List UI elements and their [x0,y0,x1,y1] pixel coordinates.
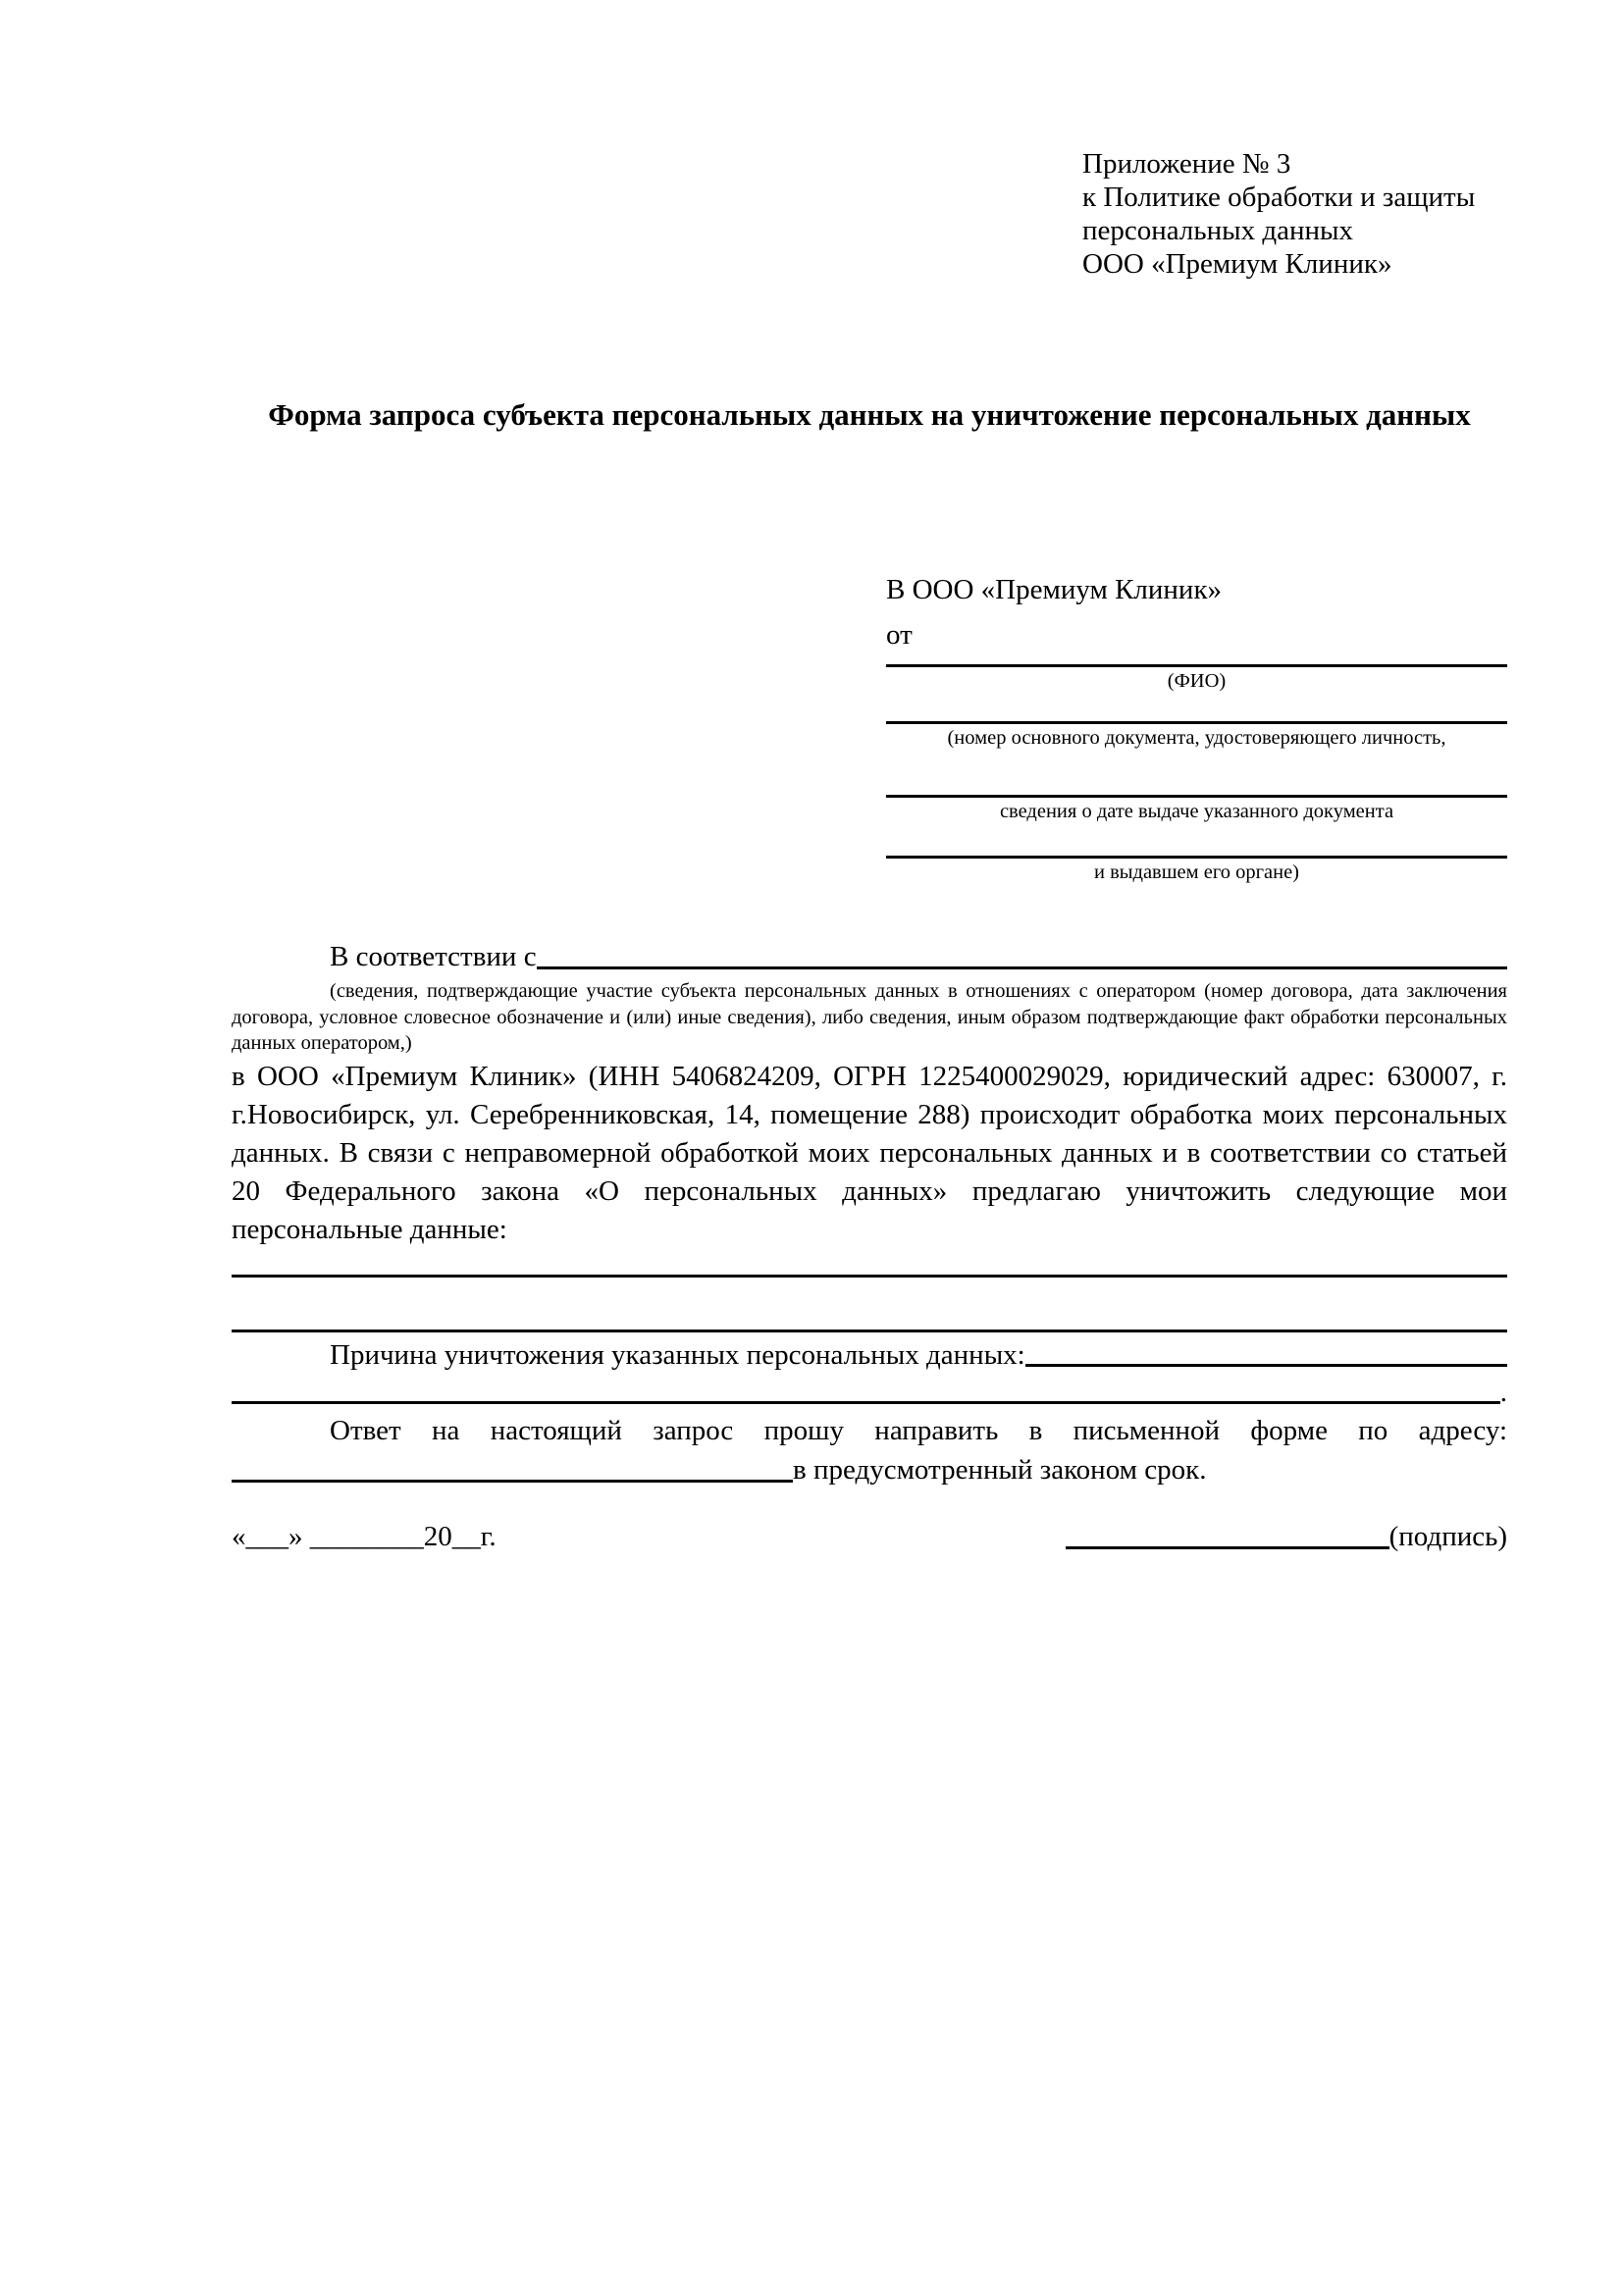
document-title: Форма запроса субъекта персональных данных на уничтожение персональных данных [268,397,1471,432]
accordance-label: В соответствии с [330,941,537,972]
personal-data-write-line-1 [232,1238,1507,1278]
reason-write-line [1025,1364,1507,1367]
addressee-block [886,567,1507,886]
date-signature-row [232,1516,1507,1557]
reason-continuation-write-line [232,1369,1500,1404]
appendix-header-line-3: персональных данных [1082,215,1354,246]
address-write-line [232,1480,793,1483]
fio-write-line [886,657,1507,667]
accordance-row [232,937,1507,976]
appendix-header-line-1: Приложение № 3 [1082,148,1291,180]
appendix-header-line-4: ООО «Премиум Клиник» [1082,248,1392,280]
document-caption-line-2: сведения о дате выдаче указанного документа [999,801,1394,822]
accordance-footnote: (сведения, подтверждающие участие субъекта персональных данных в отношениях с оператором (номер договора, дата заключения договора, условное словесное обозначение и (или) иные сведения), либо сведения, иным образом подтверждающие факт обработки персональных данных оператором,) [232,980,1507,1054]
document-caption-line-3: и выдавшем его органе) [1093,861,1299,883]
appendix-header [1082,147,1475,281]
fio-caption: (ФИО) [1167,670,1227,692]
date-placeholder: «___» ________20__г. [232,1521,497,1552]
main-paragraph: в ООО «Премиум Клиник» (ИНН 5406824209, ОГРН 1225400029029, юридический адрес: 630007, г. г.Новосибирск, ул. Серебренниковская, 14, помещение 288) происходит обработка моих персональных данных. В связи с неправомерной обработкой моих персональных данных и в соответствии со статьей 20 Федерального закона «О персональных данных» предлагаю уничтожить следующие мои персональные данные: [232,1061,1507,1245]
response-address-row [232,1450,1507,1489]
reason-label: Причина уничтожения указанных персональных данных: [330,1339,1025,1371]
period-mark: . [1499,1377,1507,1408]
signature-write-line [1066,1546,1389,1549]
personal-data-write-line-2 [232,1293,1507,1332]
document-number-write-line [886,695,1507,724]
document-issuer-write-line [886,825,1507,859]
accordance-write-line [537,966,1507,969]
reason-continuation-row [232,1369,1507,1411]
signature-group [1066,1516,1507,1557]
response-request-text: Ответ на настоящий запрос прошу направить в письменной форме по адресу: [330,1415,1507,1446]
document-caption-line-1: (номер основного документа, удостоверяющего личность, [947,727,1446,749]
appendix-header-line-2: к Политике обработки и защиты [1082,182,1476,213]
response-suffix-text: в предусмотренный законом срок. [793,1454,1207,1486]
signature-caption: (подпись) [1388,1521,1507,1552]
addressee-to: В ООО «Премиум Клиник» [886,574,1223,605]
document-issue-date-write-line [886,752,1507,798]
addressee-from-label: от [886,619,913,651]
